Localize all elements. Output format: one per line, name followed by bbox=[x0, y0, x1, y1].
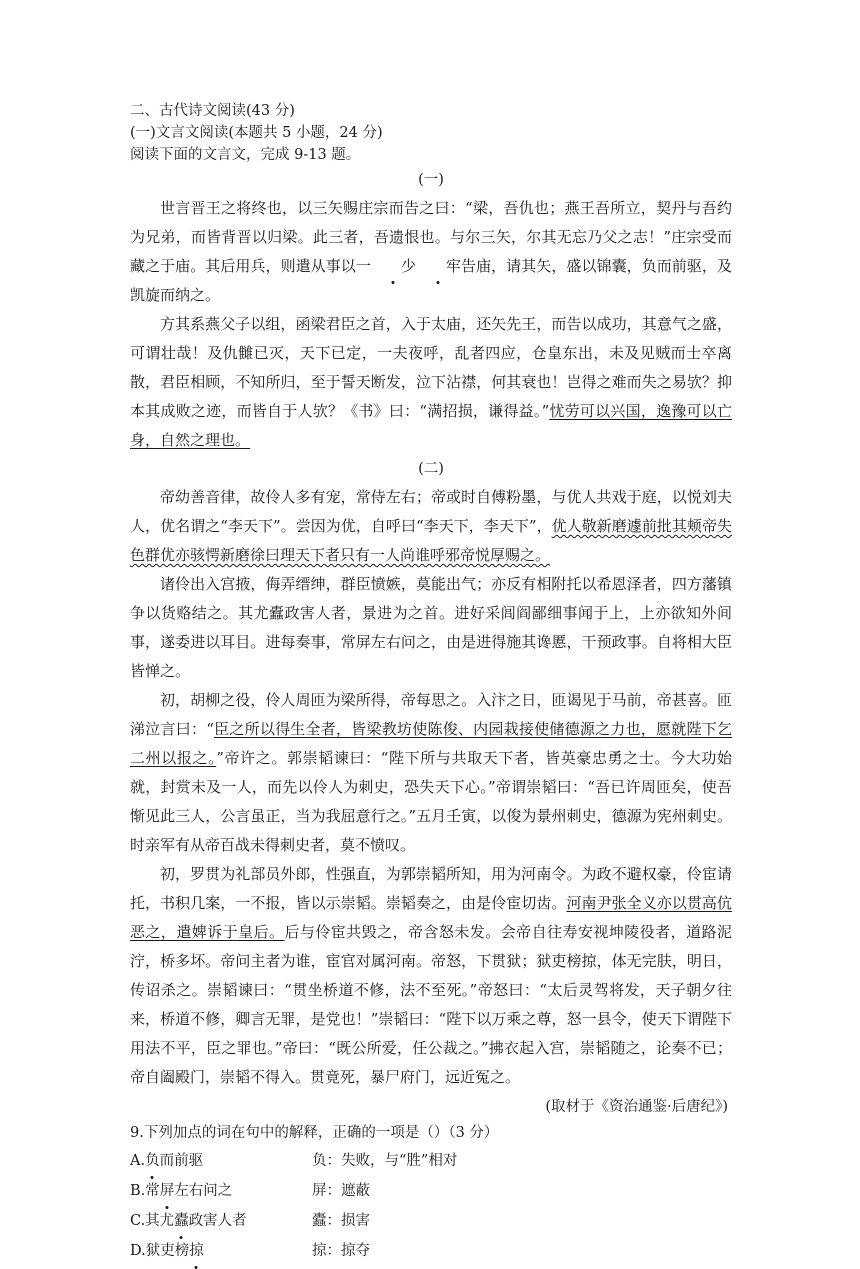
reading-instruction: 阅读下面的文言文，完成 9-13 题。 bbox=[130, 147, 361, 163]
passage-text: 世言晋王之将终也，以三矢赐庄宗而告之曰：“梁，吾仇也；燕王吾所立，契丹与吾约为兄弟，而皆背晋以归梁。此三者，吾遗恨也。与尔三矢，尔其无忘乃父之志！”庄宗受而藏之于庙。其后用兵，则遣从事以一 bbox=[130, 199, 732, 275]
passage-text: 后与伶宦共毁之，帝含怒未发。会帝自往寿安视坤陵役者，道路泥泞，桥多坏。帝问主者为谁，宦官对属河南。帝怒，下贯狱；狱吏榜掠，体无完肤，明日，传诏杀之。崇韬谏曰：“贯坐桥道不修，法不至死。”帝怒曰：“太后灵驾将发，天子朝夕往来，桥道不修，卿言无罪，是党也！”崇韬曰：“陛下以万乘之尊，怒一县令，使天下谓陛下用法不平，臣之罪也。”帝曰：“既公所爱，任公裁之。”拂衣起入宫，崇韬随之，论奏不已；帝自阖殿门，崇韬不得入。贯竟死，暴尸府门，远近冤之。 bbox=[130, 923, 732, 1086]
passage-1-paragraph-2 bbox=[130, 310, 732, 455]
option-suffix: 而前驱 bbox=[159, 1153, 204, 1169]
passage-text: 初，胡柳之役，伶人周匝为梁所得，帝每思之。入汴之日，匝谒见于马前，帝甚喜。匝涕泣言曰：“ bbox=[130, 691, 732, 738]
source-citation: (取材于《资治通鉴·后唐纪》) bbox=[545, 1099, 728, 1115]
option-c-gloss: 蠹：损害 bbox=[312, 1213, 370, 1229]
passage-2-paragraph-3 bbox=[130, 686, 732, 860]
option-d-gloss: 掠：掠夺 bbox=[312, 1243, 370, 1259]
option-prefix: A. bbox=[130, 1153, 146, 1169]
dotted-character: 掠 bbox=[189, 1236, 204, 1266]
section-heading: 二、古代诗文阅读(43 分) bbox=[130, 103, 295, 119]
option-d-phrase bbox=[130, 1236, 312, 1266]
option-a-gloss: 负：失败，与“胜”相对 bbox=[312, 1153, 458, 1169]
dotted-character: 蠹 bbox=[174, 1206, 189, 1236]
passage-text: 方其系燕父子以组，函梁君臣之首，入于太庙，还矢先王，而告以成功，其意气之盛，可谓壮哉！及仇雠已灭，天下已定，一夫夜呼，乱者四应，仓皇东出，未及见贼而士卒离散，君臣相顾，不知所归，至于誓天断发，泣下沾襟，何其衰也！岂得之难而失之易欤？抑本其成败之迹，而皆自于人欤？《书》曰：“满招损，谦得益。” bbox=[130, 315, 732, 420]
option-prefix: B.常 bbox=[130, 1183, 160, 1199]
passage-1-label: (一) bbox=[418, 172, 444, 188]
passage-text: 告庙，请其矢，盛以锦囊，负而前驱，及凯旋而纳之。 bbox=[130, 257, 732, 304]
option-prefix: D.狱吏榜 bbox=[130, 1243, 190, 1259]
option-a-phrase bbox=[130, 1146, 312, 1176]
option-b[interactable] bbox=[130, 1176, 732, 1206]
passage-2-paragraph-2: 诸伶出入宫掖，侮弄缙绅，群臣愤嫉，莫能出气；亦反有相附托以希恩泽者，四方藩镇争以货赂结之。其尤蠹政害人者，景进为之首。进好采闾阎鄙细事闻于上，上亦欲知外间事，遂委进以耳目。进每奏事，常屏左右问之，由是进得施其谗慝，干预政事。自将相大臣皆惮之。 bbox=[130, 575, 732, 680]
option-prefix: C.其尤 bbox=[130, 1213, 175, 1229]
option-b-gloss: 屏：遮蔽 bbox=[312, 1183, 370, 1199]
passage-text: ”帝许之。郭崇韬谏曰：“陛下所与共取天下者，皆英豪忠勇之士。今大功始就，封赏未及一人，而先以伶人为刺史，恐失天下心。”帝谓崇韬曰：“吾已许周匝矣，使吾惭见此三人，公言虽正，当为我屈意行之。”五月壬寅，以俊为景州刺史，德源为宪州刺史。时亲军有从帝百战未得刺史者，莫不愤叹。 bbox=[130, 749, 732, 854]
question-9-stem: 9.下列加点的词在句中的解释，正确的一项是（）（3 分） bbox=[130, 1125, 499, 1141]
passage-2-paragraph-1 bbox=[130, 483, 732, 570]
passage-1-paragraph-1 bbox=[130, 194, 732, 310]
option-c[interactable] bbox=[130, 1206, 732, 1236]
passage-text: 帝幼善音律，故伶人多有宠，常侍左右；帝或时自傅粉墨，与优人共戏于庭，以悦刘夫人，优名谓之“李天下”。尝因为优，自呼曰“李天下，李天下”， bbox=[130, 488, 732, 535]
underlined-sentence: 臣之所以得生全者，皆梁教坊使陈俊、内园栽接使储德源之力也，愿就陛下乞二州以报之。 bbox=[130, 720, 732, 767]
dotted-character: 屏 bbox=[160, 1176, 175, 1206]
option-suffix: 政害人者 bbox=[188, 1213, 247, 1229]
option-a[interactable] bbox=[130, 1146, 732, 1176]
dotted-character: 负 bbox=[145, 1146, 160, 1176]
passage-2-paragraph-4 bbox=[130, 860, 732, 1092]
underlined-sentence: 河南尹张全义亦以贯高伉恶之，遣婢诉于皇后。 bbox=[130, 894, 732, 941]
passage-text: 初，罗贯为礼部员外郎，性强直，为郭崇韬所知，用为河南令。为政不避权豪，伶宦请托，书积几案，一不报，皆以示崇韬。崇韬奏之，由是伶宦切齿。 bbox=[130, 865, 732, 912]
underlined-sentence: 忧劳可以兴国，逸豫可以亡身，自然之理也。 bbox=[130, 402, 732, 449]
dotted-character: 少 bbox=[371, 252, 416, 281]
dotted-character: 牢 bbox=[416, 252, 461, 281]
wavy-underlined-sentence: 优人敬新磨遽前批其颊帝失色群优亦骇愕新磨徐曰理天下者只有一人尚谁呼邪帝悦厚赐之。 bbox=[130, 517, 732, 564]
passage-2-label: (二) bbox=[418, 461, 444, 477]
option-b-phrase bbox=[130, 1176, 312, 1206]
option-suffix: 左右问之 bbox=[174, 1183, 233, 1199]
option-d[interactable] bbox=[130, 1236, 732, 1266]
option-c-phrase bbox=[130, 1206, 312, 1236]
subsection-heading: (一)文言文阅读(本题共 5 小题，24 分) bbox=[130, 125, 383, 141]
